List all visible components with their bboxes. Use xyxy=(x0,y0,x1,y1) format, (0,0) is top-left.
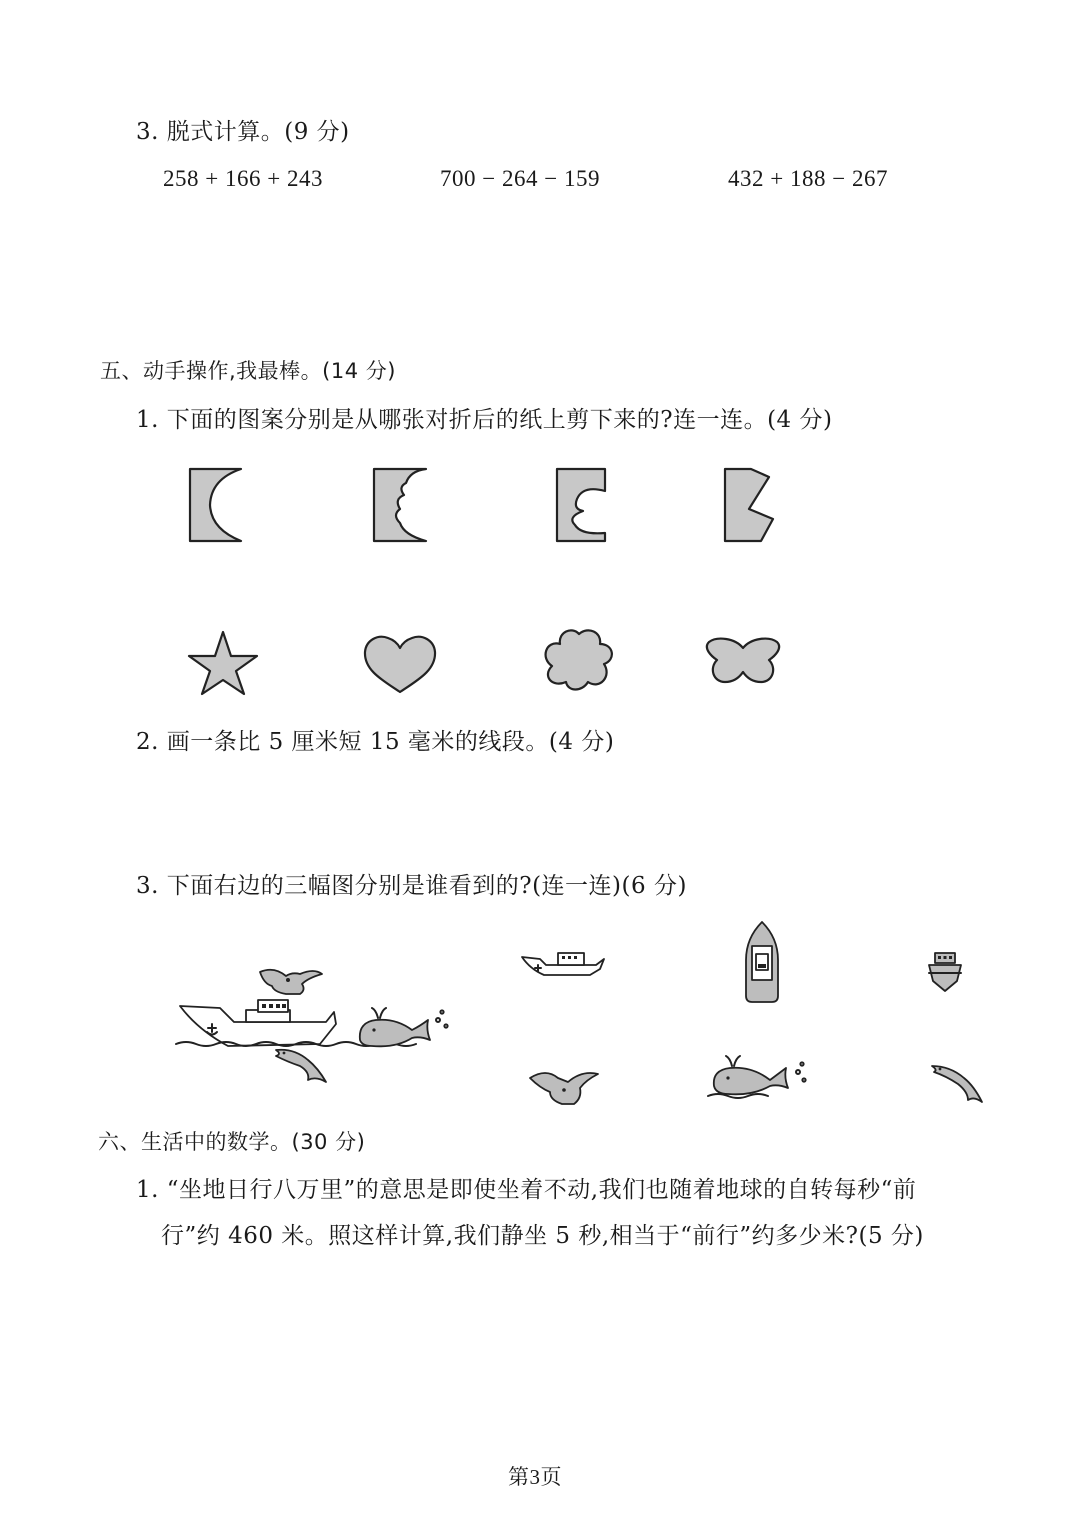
section5-q1-text: 1. 下面的图案分别是从哪张对折后的纸上剪下来的?连一连。(4 分) xyxy=(136,407,833,433)
expression-1: 258 + 166 + 243 xyxy=(163,166,323,191)
dolphin-observer xyxy=(930,1062,988,1108)
q3-calc-title: 3. 脱式计算。(9 分) xyxy=(136,119,350,145)
heart-shape xyxy=(362,634,438,694)
ship-top-view xyxy=(742,920,782,1004)
ship-icon xyxy=(180,1000,336,1046)
section6-q1-line1: 1. “坐地日行八万里”的意思是即使坐着不动,我们也随着地球的自转每秒“前 xyxy=(136,1177,917,1203)
seagull-icon xyxy=(260,970,322,994)
ship-front-view xyxy=(925,951,965,995)
section6-q1-line2: 行”约 460 米。照这样计算,我们静坐 5 秒,相当于“前行”约多少米?(5 分) xyxy=(161,1223,924,1249)
star-shape xyxy=(187,630,259,696)
folded-paper-crescent xyxy=(185,465,245,547)
expression-2: 700 − 264 − 159 xyxy=(440,166,600,191)
dolphin-icon xyxy=(276,1050,326,1082)
flower-shape xyxy=(542,628,616,692)
section5-q3-text: 3. 下面右边的三幅图分别是谁看到的?(连一连)(6 分) xyxy=(136,873,687,899)
page-number: 第3页 xyxy=(508,1465,562,1489)
folded-paper-bulge xyxy=(553,465,613,547)
folded-paper-cloud xyxy=(370,465,430,547)
whale-observer xyxy=(708,1052,812,1098)
ship-side-view xyxy=(520,947,606,979)
expression-3: 432 + 188 − 267 xyxy=(728,166,888,191)
section5-q2-text: 2. 画一条比 5 厘米短 15 毫米的线段。(4 分) xyxy=(136,729,615,755)
whale-icon xyxy=(360,1008,448,1046)
seagull-observer xyxy=(528,1064,600,1110)
butterfly-shape xyxy=(703,636,783,686)
folded-paper-zigzag xyxy=(721,465,781,547)
section6-title: 六、生活中的数学。(30 分) xyxy=(98,1130,366,1154)
ocean-scene xyxy=(176,964,466,1090)
section5-title: 五、动手操作,我最棒。(14 分) xyxy=(100,359,396,383)
